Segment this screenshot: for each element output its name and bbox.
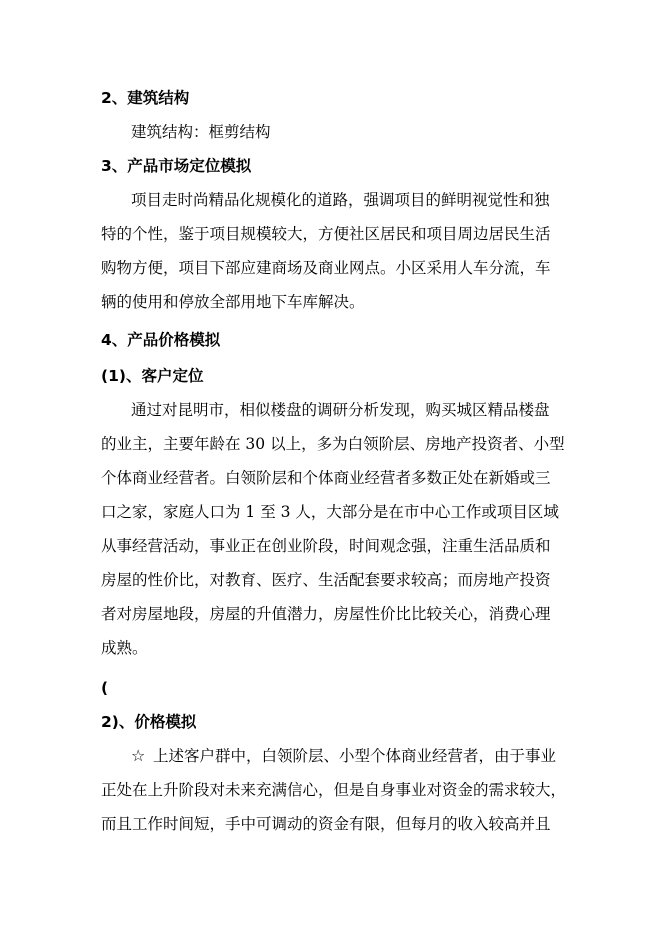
heading-building-structure: 2、建筑结构 (101, 89, 190, 107)
paragraph-line: 房屋的性价比，对教育、医疗、生活配套要求较高；而房地产投资 (101, 571, 551, 589)
paragraph-line: 从事经营活动，事业正在创业阶段，时间观念强，注重生活品质和 (101, 537, 551, 555)
star-icon: ☆ (131, 746, 146, 765)
subheading-customer-positioning: (1)、客户定位 (101, 367, 204, 385)
paragraph-line-with-star (131, 746, 556, 766)
paragraph-line: 通过对昆明市，相似楼盘的调研分析发现，购买城区精品楼盘 (131, 401, 550, 419)
paragraph-line: 而且工作时间短，手中可调动的资金有限，但每月的收入较高并且 (101, 815, 551, 833)
subheading-price-model: 2)、价格模拟 (101, 713, 197, 731)
paragraph-line: 口之家，家庭人口为 1 至 3 人，大部分是在市中心工作或项目区域 (101, 503, 559, 521)
heading-price-simulation: 4、产品价格模拟 (101, 331, 221, 349)
paragraph-line: 辆的使用和停放全部用地下车库解决。 (101, 293, 365, 311)
paragraph-line: 个体商业经营者。白领阶层和个体商业经营者多数正处在新婚或三 (101, 469, 551, 487)
paragraph-line: 项目走时尚精品化规模化的道路，强调项目的鲜明视觉性和独 (131, 191, 550, 209)
paragraph-line: 的业主，主要年龄在 30 以上，多为白领阶层、房地产投资者、小型 (101, 435, 565, 453)
paragraph-building-structure: 建筑结构：框剪结构 (131, 123, 271, 141)
paragraph-line: 购物方便，项目下部应建商场及商业网点。小区采用人车分流，车 (101, 259, 551, 277)
heading-market-positioning: 3、产品市场定位模拟 (101, 157, 252, 175)
paragraph-line: 成熟。 (101, 639, 148, 657)
paragraph-line: 者对房屋地段，房屋的升值潜力，房屋性价比比较关心，消费心理 (101, 605, 551, 623)
paragraph-line-text: 上述客户群中，白领阶层、小型个体商业经营者，由于事业 (153, 747, 557, 765)
paragraph-line: 正处在上升阶段对未来充满信心，但是自身事业对资金的需求较大， (101, 781, 567, 799)
paragraph-line: 特的个性，鉴于项目规模较大，方便社区居民和项目周边居民生活 (101, 225, 551, 243)
stray-parenthesis: ( (101, 679, 109, 697)
